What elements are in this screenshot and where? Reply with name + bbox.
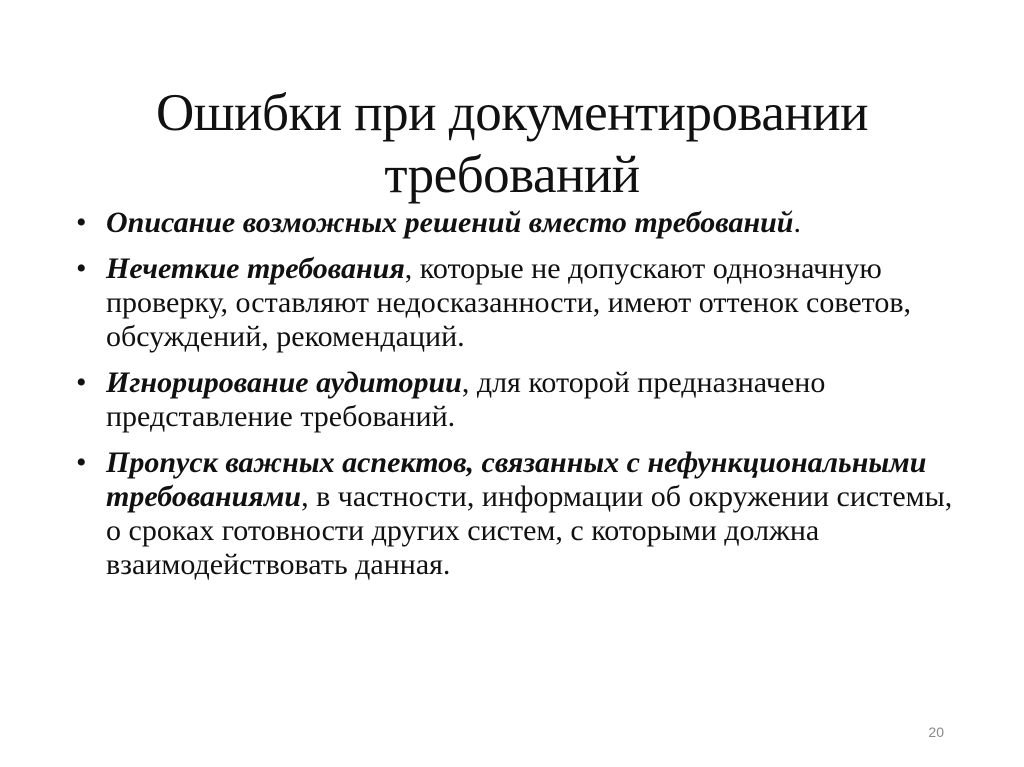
bullet-list: [76, 206, 956, 594]
bullet-emphasis: Пропуск важных аспектов, связанных с нефункциональными требованиями: [106, 446, 927, 513]
bullet-item-2: [76, 252, 956, 354]
page-number: 20: [928, 724, 944, 740]
bullet-text: , которые не допускают однозначную проверку, оставляют недосказанности, имеют оттенок советов, обсуждений, рекомендаций.: [106, 252, 912, 353]
bullet-marker: •: [76, 446, 87, 479]
bullet-marker: •: [76, 366, 87, 399]
bullet-item-3: [76, 366, 956, 434]
bullet-text: .: [793, 206, 801, 239]
bullet-text: , для которой предназначено представление требований.: [106, 366, 826, 433]
bullet-text: , в частности, информации об окружении системы, о сроках готовности других систем, с которыми должна взаимодействовать данная.: [106, 480, 953, 581]
bullet-marker: •: [76, 252, 87, 285]
bullet-item-1: [76, 206, 956, 240]
slide-title-line-2: требований: [384, 145, 640, 204]
bullet-emphasis: Игнорирование аудитории: [106, 366, 462, 399]
bullet-marker: •: [76, 206, 87, 239]
slide-title-line-1: Ошибки при документировании: [156, 83, 868, 142]
bullet-item-4: [76, 446, 956, 582]
slide-title: [60, 82, 964, 206]
bullet-emphasis: Описание возможных решений вместо требований: [106, 206, 794, 239]
bullet-emphasis: Нечеткие требования: [106, 252, 405, 285]
